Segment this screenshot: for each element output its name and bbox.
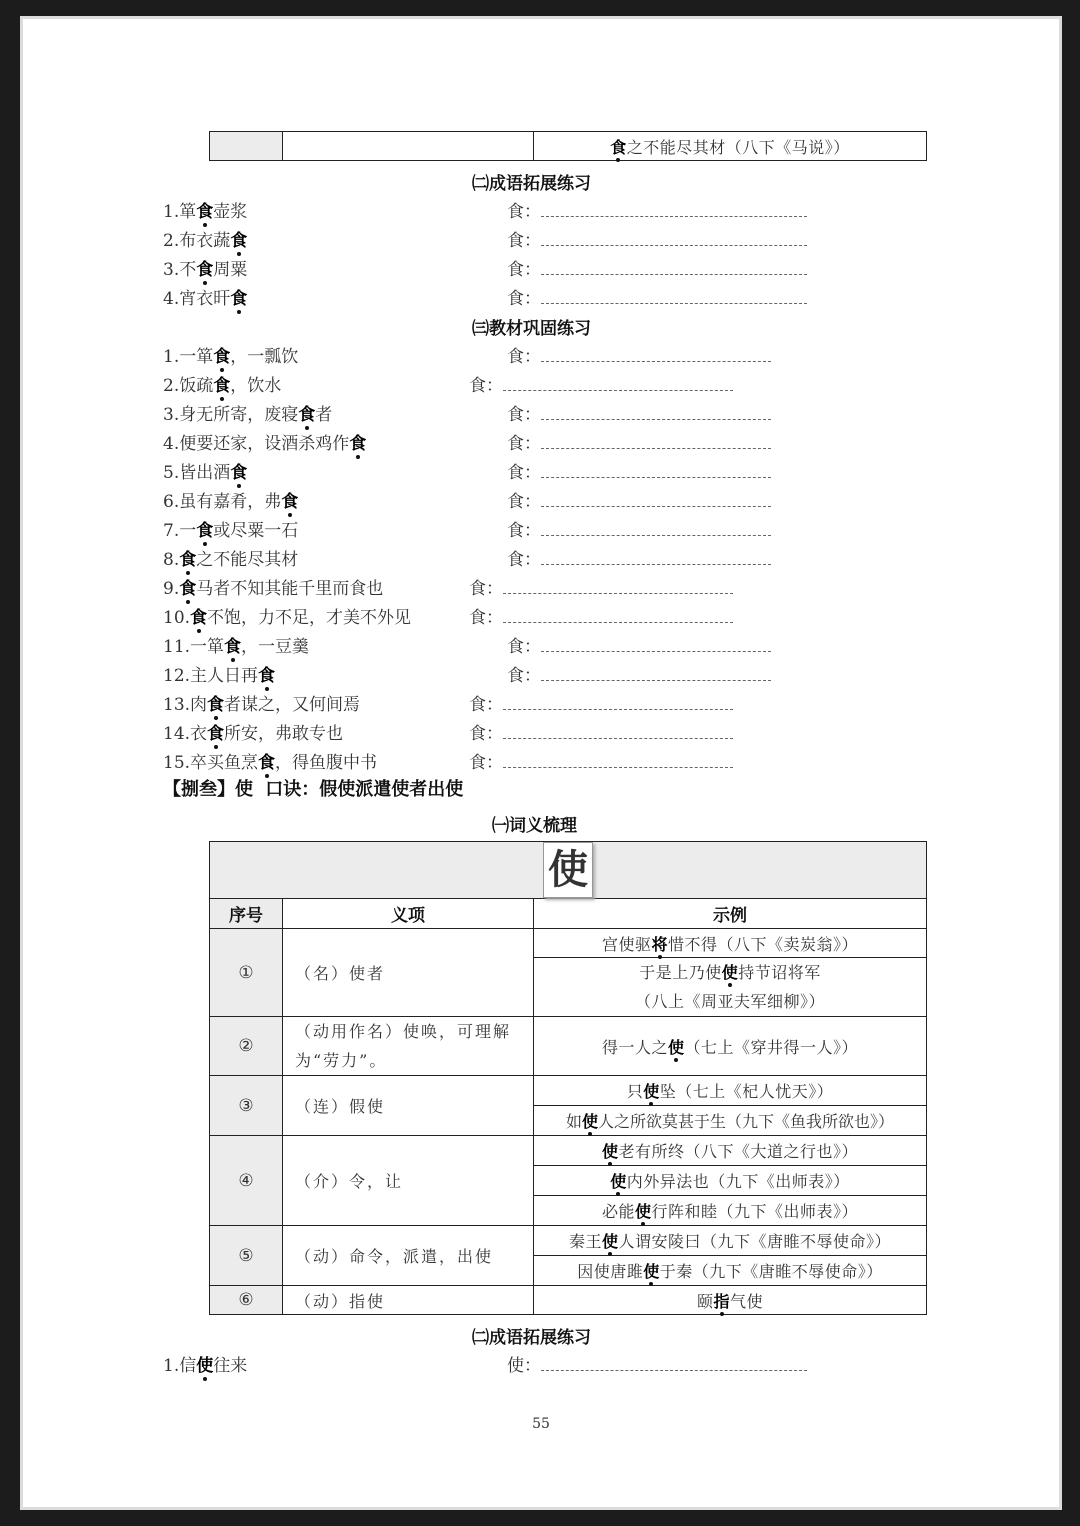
answer-field[interactable]: 食：: [507, 661, 771, 686]
row-example: 如使人之所欲莫甚于生（九下《鱼我所欲也》）: [534, 1106, 927, 1136]
answer-field[interactable]: 食：: [469, 371, 733, 396]
question-item: 1.信使往来: [163, 1356, 248, 1376]
top-table-fragment: [209, 131, 927, 161]
row-meaning: （动）命令，派遣，出使: [283, 1226, 534, 1286]
row-example: 只使坠（七上《杞人忧天》）: [534, 1076, 927, 1106]
top-table-example-cell: 食之不能尽其材（八下《马说》）: [534, 132, 927, 161]
answer-field[interactable]: 食：: [507, 197, 807, 222]
row-example: 颐指气使: [534, 1286, 927, 1315]
character-heading: 【捌叁】使 口诀：假使派遣使者出使: [163, 779, 464, 800]
answer-field[interactable]: 食：: [507, 429, 771, 454]
row-number: ⑤: [210, 1226, 283, 1286]
page-number: 55: [532, 1416, 550, 1432]
answer-field[interactable]: 食：: [507, 458, 771, 483]
answer-field[interactable]: 食：: [507, 226, 807, 251]
answer-field[interactable]: 食：: [469, 574, 733, 599]
question-item: 4.便要还家，设酒杀鸡作食: [163, 434, 367, 454]
header-example: 示例: [534, 899, 927, 929]
row-example: 于是上乃使使持节诏将军 （八上《周亚夫军细柳》）: [534, 958, 927, 1017]
row-example: 必能使行阵和睦（九下《出师表》）: [534, 1196, 927, 1226]
row-example: 秦王使人谓安陵曰（九下《唐睢不辱使命》）: [534, 1226, 927, 1256]
header-meaning: 义项: [283, 899, 534, 929]
question-item: 11.一箪食，一豆羹: [163, 637, 310, 657]
row-meaning: （连）假使: [283, 1076, 534, 1136]
answer-field[interactable]: 食：: [469, 690, 733, 715]
answer-field[interactable]: 食：: [507, 545, 771, 570]
question-item: 6.虽有嘉肴，弗食: [163, 492, 299, 512]
question-item: 2.饭疏食，饮水: [163, 376, 282, 396]
answer-field[interactable]: 食：: [507, 342, 771, 367]
question-item: 3.不食周粟: [163, 260, 248, 280]
question-item: 7.一食或尽粟一石: [163, 521, 299, 541]
question-item: 1.一箪食，一瓢饮: [163, 347, 299, 367]
section-title-meaning: ㈠词义梳理: [492, 816, 577, 836]
row-meaning: （名）使者: [283, 929, 534, 1017]
answer-field[interactable]: 使：: [507, 1351, 807, 1376]
row-example: 宫使驱将惜不得（八下《卖炭翁》）: [534, 929, 927, 958]
question-item: 14.衣食所安，弗敢专也: [163, 724, 344, 744]
question-item: 1.箪食壶浆: [163, 202, 248, 222]
top-table-num-cell: [210, 132, 283, 161]
row-example: 因使唐雎使于秦（九下《唐睢不辱使命》）: [534, 1256, 927, 1286]
answer-field[interactable]: 食：: [507, 255, 807, 280]
row-number: ③: [210, 1076, 283, 1136]
answer-field[interactable]: 食：: [507, 400, 771, 425]
question-item: 12.主人日再食: [163, 666, 276, 686]
question-item: 10.食不饱，力不足，才美不外见: [163, 608, 412, 628]
document-page: [20, 16, 1062, 1510]
row-example: 得一人之使（七上《穿井得一人》）: [534, 1017, 927, 1076]
question-item: 4.宵衣旰食: [163, 289, 248, 309]
character-display-cell: [210, 842, 927, 899]
row-number: ⑥: [210, 1286, 283, 1315]
question-item: 13.肉食者谋之，又何间焉: [163, 695, 361, 715]
answer-field[interactable]: 食：: [507, 632, 771, 657]
question-item: 15.卒买鱼烹食，得鱼腹中书: [163, 753, 378, 773]
answer-field[interactable]: 食：: [469, 719, 733, 744]
answer-field[interactable]: 食：: [469, 748, 733, 773]
question-item: 8.食之不能尽其材: [163, 550, 299, 570]
header-num: 序号: [210, 899, 283, 929]
section-title-idioms-shi: ㈡成语拓展练习: [472, 174, 591, 194]
answer-field[interactable]: 食：: [469, 603, 733, 628]
question-item: 2.布衣蔬食: [163, 231, 248, 251]
row-meaning: （动）指使: [283, 1286, 534, 1315]
answer-field[interactable]: 食：: [507, 487, 771, 512]
row-example: 使内外异法也（九下《出师表》）: [534, 1166, 927, 1196]
question-item: 5.皆出酒食: [163, 463, 248, 483]
question-item: 3.身无所寄，废寝食者: [163, 405, 333, 425]
row-example: 使老有所终（八下《大道之行也》）: [534, 1136, 927, 1166]
section-title-idioms-shi3: ㈡成语拓展练习: [472, 1328, 591, 1348]
top-table-meaning-cell: [283, 132, 534, 161]
meaning-table: [209, 841, 927, 1315]
row-number: ②: [210, 1017, 283, 1076]
row-meaning: （介）令，让: [283, 1136, 534, 1226]
answer-field[interactable]: 食：: [507, 284, 807, 309]
row-number: ①: [210, 929, 283, 1017]
row-meaning: （动用作名）使唤，可理解为“劳力”。: [283, 1017, 534, 1076]
answer-field[interactable]: 食：: [507, 516, 771, 541]
question-item: 9.食马者不知其能千里而食也: [163, 579, 384, 599]
character-glyph: 使: [543, 842, 593, 898]
emphasis-char: 食: [610, 137, 627, 157]
section-title-textbook: ㈢教材巩固练习: [472, 319, 591, 339]
row-number: ④: [210, 1136, 283, 1226]
